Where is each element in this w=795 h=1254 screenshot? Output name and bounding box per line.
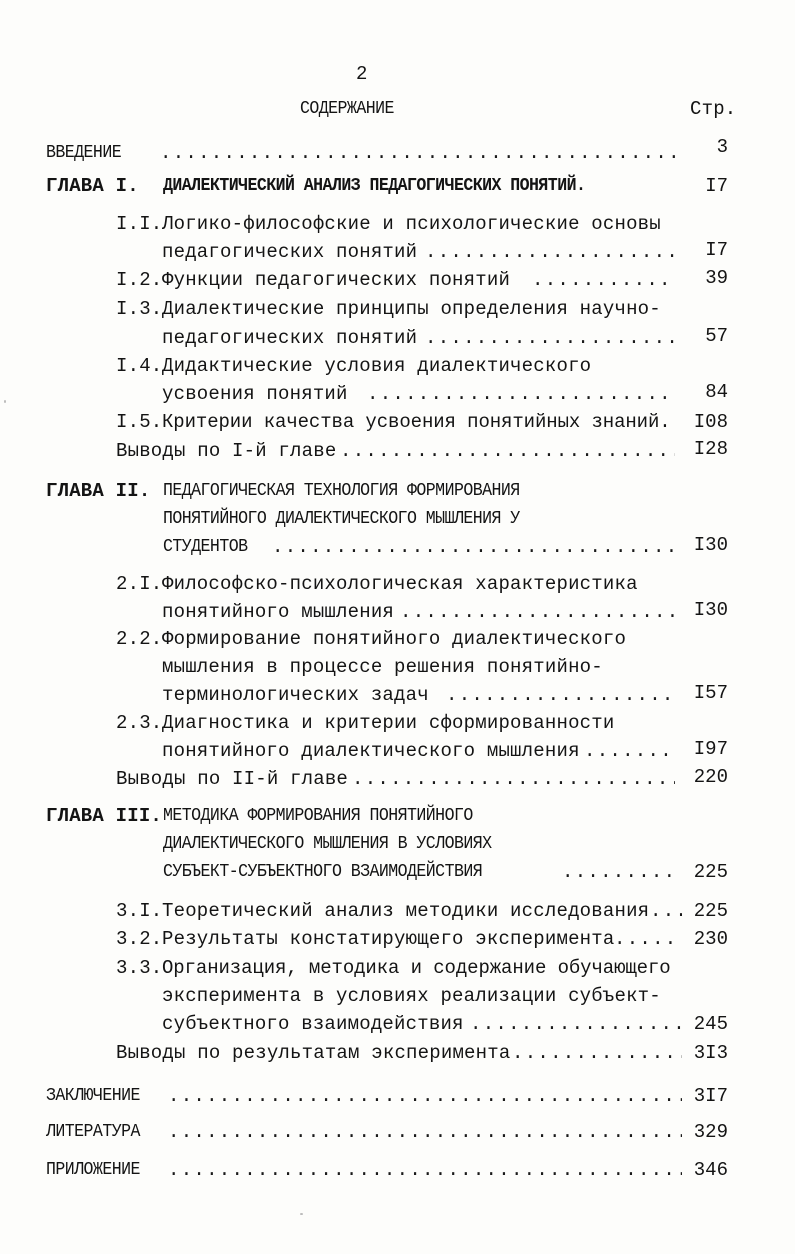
section-number: I.I. — [116, 213, 163, 235]
section-title-line: Диагностика и критерии сформированности — [162, 712, 615, 734]
section-title-line: Функции педагогических понятий — [162, 269, 511, 291]
section-title-line: усвоения понятий — [162, 383, 348, 405]
section-title-line: Дидактические условия диалектического — [162, 355, 592, 377]
chapter-title-line: ПОНЯТИЙНОГО ДИАЛЕКТИЧЕСКОГО МЫШЛЕНИЯ У — [163, 509, 520, 529]
section-title-line: понятийного диалектического мышления — [162, 740, 580, 762]
section-title-line: Результаты констатирующего эксперимента — [162, 928, 615, 950]
section-title-line: понятийного мышления — [162, 601, 395, 623]
entry-label: ЛИТЕРАТУРА — [46, 1122, 140, 1142]
dot-leader — [584, 739, 675, 763]
dot-leader — [400, 600, 675, 624]
section-number: I.5. — [116, 411, 163, 433]
toc-heading: СОДЕРЖАНИЕ — [300, 99, 394, 119]
section-number: I.3. — [116, 298, 163, 320]
section-title-line: Философско-психологическая характеристика — [162, 573, 638, 595]
dot-leader — [562, 860, 675, 884]
section-title-line: Критерии качества усвоения понятийных знаний. — [162, 411, 671, 433]
dot-leader — [272, 535, 675, 559]
section-title-line: Логико-философские и психологические основы — [162, 213, 661, 235]
chapter-page: 225 — [693, 861, 728, 883]
conclusions-label: Выводы по II-й главе — [116, 768, 349, 790]
section-page: 230 — [693, 928, 728, 950]
dot-leader — [352, 767, 675, 791]
dot-leader — [532, 268, 675, 292]
chapter-number: ГЛАВА III. — [46, 805, 163, 827]
dot-leader — [168, 1084, 682, 1108]
section-page: I30 — [693, 599, 728, 621]
section-title-line: Организация, методика и содержание обучающего — [162, 957, 671, 979]
section-page: 57 — [705, 325, 728, 347]
section-page: 39 — [705, 267, 728, 289]
section-page: I08 — [693, 411, 728, 433]
section-number: I.4. — [116, 355, 163, 377]
chapter-page: I30 — [693, 534, 728, 556]
chapter-title-line: ДИАЛЕКТИЧЕСКОГО МЫШЛЕНИЯ В УСЛОВИЯХ — [163, 834, 492, 854]
section-title-line: педагогических понятий — [162, 241, 418, 263]
section-title-line: Теоретический анализ методики исследования — [162, 900, 650, 922]
section-number: I.2. — [116, 269, 163, 291]
section-number: 2.2. — [116, 628, 163, 650]
scan-speck — [300, 1213, 303, 1215]
dot-leader — [168, 1120, 682, 1144]
page-column-label: Стр. — [690, 98, 737, 120]
scan-speck — [4, 400, 6, 403]
section-title-line: Формирование понятийного диалектического — [162, 628, 627, 650]
entry-page: 3I7 — [693, 1085, 728, 1107]
section-number: 3.3. — [116, 957, 163, 979]
dot-leader — [340, 439, 675, 463]
chapter-title-line: МЕТОДИКА ФОРМИРОВАНИЯ ПОНЯТИЙНОГО — [163, 806, 473, 826]
dot-leader — [168, 1158, 682, 1182]
section-title-line: педагогических понятий — [162, 327, 418, 349]
dot-leader — [512, 1041, 682, 1065]
section-title-line: эксперимента в условиях реализации субъект- — [162, 985, 661, 1007]
dot-leader — [160, 141, 675, 165]
chapter-title-line: ПЕДАГОГИЧЕСКАЯ ТЕХНОЛОГИЯ ФОРМИРОВАНИЯ — [163, 481, 520, 501]
section-title-line: мышления в процессе решения понятийно- — [162, 656, 603, 678]
page-number: 2 — [356, 63, 368, 85]
chapter-title-line: СТУДЕНТОВ — [163, 537, 248, 557]
section-number: 3.2. — [116, 928, 163, 950]
dot-leader — [425, 240, 675, 264]
section-page: 225 — [693, 900, 728, 922]
section-page: I7 — [705, 239, 728, 261]
section-title-line: субъектного взаимодействия — [162, 1013, 464, 1035]
section-page: 84 — [705, 381, 728, 403]
conclusions-label: Выводы по результатам эксперимента — [116, 1042, 511, 1064]
conclusions-page: 3I3 — [693, 1042, 728, 1064]
conclusions-page: 220 — [693, 766, 728, 788]
section-number: 2.I. — [116, 573, 163, 595]
section-page: 245 — [693, 1013, 728, 1035]
section-title-line: Диалектические принципы определения научно- — [162, 298, 661, 320]
entry-page: 3 — [716, 136, 728, 158]
section-number: 2.3. — [116, 712, 163, 734]
dot-leader — [367, 382, 675, 406]
entry-page: 346 — [693, 1159, 728, 1181]
entry-page: 329 — [693, 1121, 728, 1143]
dot-leader — [470, 1012, 682, 1036]
chapter-title-line: СУБЪЕКТ-СУБЪЕКТНОГО ВЗАИМОДЕЙСТВИЯ — [163, 862, 483, 882]
chapter-number: ГЛАВА II. — [46, 480, 151, 502]
conclusions-page: I28 — [693, 438, 728, 460]
chapter-title: ДИАЛЕКТИЧЕСКИЙ АНАЛИЗ ПЕДАГОГИЧЕСКИХ ПОНЯТИЙ. — [163, 176, 586, 196]
dot-leader — [446, 683, 675, 707]
entry-label: ЗАКЛЮЧЕНИЕ — [46, 1086, 140, 1106]
chapter-number: ГЛАВА I. — [46, 175, 139, 197]
section-page: I97 — [693, 738, 728, 760]
entry-label: ПРИЛОЖЕНИЕ — [46, 1160, 140, 1180]
conclusions-label: Выводы по I-й главе — [116, 440, 337, 462]
dot-leader — [425, 326, 675, 350]
section-page: I57 — [693, 682, 728, 704]
entry-label: ВВЕДЕНИЕ — [46, 143, 122, 163]
section-number: 3.I. — [116, 900, 163, 922]
chapter-page: I7 — [705, 175, 728, 197]
section-title-line: терминологических задач — [162, 684, 429, 706]
